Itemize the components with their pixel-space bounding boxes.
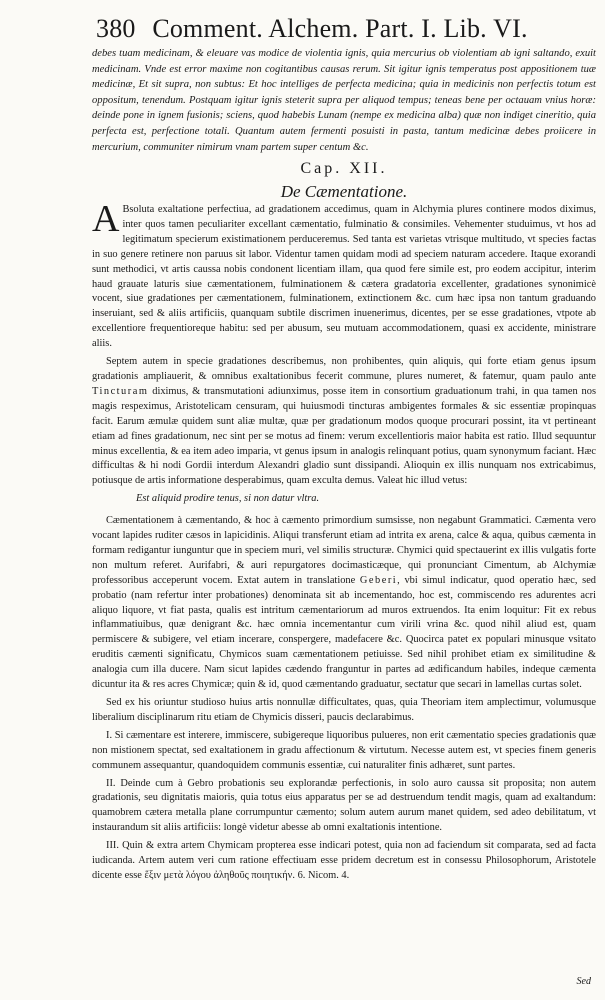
small-caps-term: Tincturam	[92, 385, 149, 397]
page-number: 380	[96, 14, 136, 43]
paragraph-3: Cæmentationem à cæmentando, & hoc à cæmento primordium sumsisse, non negabunt Grammatici. Cæmenta vero vocant lapides ruditer cæsos in lapicidinis. Aliqui transferunt etiam ad intrita ex arena, calce & aqua, quibus cæmenta in formam redigantur iunguntur que in speciem muri, vel similis structuræ. Chymici quid spectauerint ex illis vulgatis forte non multum referet. Aurifabri, & auri repurgatores docimasticæque, qui pronunciant Cimentum, ab Alchymiæ professoribus acceperunt vocem. Extat autem in translatione Geberi, vbi simul indicatur, quod operatio hæc, sed probatio (nam refertur inter probationes) denominata sit ab incementando, hoc est, commiscendo res adurentes acri aliquo liquore, vt fiat pasta, qualis est intritum cæmentariorum ad muros extruendos. Ita enim loquitur: Fit ex rebus inflammatiuibus, quæ denigrant &c. hæc omnia incementantur cum virili vrina &c. quod nihil aliud est, quam permiscere & subigere, vel etiam incerare, conspergere, madefacere &c. Quocirca patet ex populari minusque vsitato eruditis cæmenti significatu, Chymicos suam cæmentationem petiuisse. Sed nihil prohibet etiam ex similitudine & analogia cum illa ducere. Nam sicut lapides cædendo franguntur in partes ad ædificandum habiles, indeque cæmenta dicuntur ita & res acres Chymicæ; quin & id, quod cæmentando graduatur, sectatur que secari in lamellas curtas solet.	[92, 515, 597, 691]
paragraph-6: II. Deinde cum à Gebro probationis seu explorandæ perfectionis, in solo auro caussa sit proposita; non autem gradationis, seu dignitatis maioris, quia totus eius apparatus per se ad destruendum tendit magis, quam ad exaltandum: quamobrem cætera metalla plane corrumpuntur cæmento; solum autem aurum manet quidem, sed adeo debilitatum, vt instaurandum sit aliis artificiis: longè videtur abesse ab omni exaltationis intentione.	[92, 777, 596, 834]
paragraph-2: Septem autem in specie gradationes describemus, non prohibentes, quin aliquis, qui forte etiam genus ipsum gradationis ampliauerit, & omnibus exaltationibus fecerit commune, plures numeret, & fatemur, quam paulo ante Tincturam diximus, & transmutationi adiunximus, posse item in consortium graduationum trahi, in qua tamen nos magis respeximus, Aristotelicam censuram, qui huiusmodi tincturas ambigentes formales & sic essentiæ propinquas facit. Earum æmulæ quidem sunt aliæ multæ, quæ per gradationum modos quoque procurari possint, ita vt pertineant etiam ad fines gradationum, nec sint per se motus ad finem: verum excellentioris maior habita est ratio. Illud sequuntur minus excellentia, & ea item adeo imparia, vt genus ipsum in analogis relinquant potius, quam synonymum faciant. Hæc difficultas & hi nodi Gordii interdum Alexandri gladio sunt dissipandi. Alioquin ex illis nunquam nos extricabimus, potiusque de artis informatione desperabimus, quam exculta demus. Valeat hic illud vetus:	[92, 356, 596, 487]
running-title: Comment. Alchem. Part. I. Lib. VI.	[152, 14, 528, 43]
chapter-title: De Cæmentatione.	[280, 182, 408, 201]
paragraph-4: Sed ex his oriuntur studioso huius artis nonnullæ difficultates, quas, quia Theoriam item amplectimur, volumusque liberalium disciplinarum ritu etiam de Chymicis disseri, paucis declarabimus.	[92, 697, 596, 723]
drop-cap: A	[92, 198, 120, 240]
verse-quote: Est aliquid prodire tenus, si non datur vltra.	[136, 493, 320, 505]
paragraph-7: III. Quin & extra artem Chymicam propterea esse indicari potest, quia non ad faciendum sit comparata, sed ad facta iudicanda. Artem autem veri cum ratione effectiuam esse pridem decretum est in consessu Philosophorum, Aristotele dicente esse ἕξιν μετὰ λόγου ἀληθοῦς ποιητικήν. 6. Nicom. 4.	[92, 840, 596, 881]
chapter-body	[92, 198, 597, 887]
small-caps-name: Geberi	[359, 574, 398, 586]
chapter-number: Cap. XII.	[300, 160, 388, 177]
catchword: Sed	[576, 976, 591, 987]
intro-paragraph: debes tuam medicinam, & eleuare vas modice de violentia ignis, quia mercurius ob violentiam ab igni saltando, exuit medicinam. Vnde est error maxime non cogitantibus causas rerum. Sit igitur ignis temperatus post appositionem tuæ medicinæ, Et sit supra, non subtus: Et hoc intelliges de perfecta medicina; quia in medicinis non perfectis totum est oppositum, tenendum. Postquam igitur ignis steterit supra per aliquod tempus; teneas bene per octauam vnius horæ: deinde pone in ignem fusionis; sciens, quod habebis Lunam (nempe ex medicina alba) quæ non indiget cineritio, quia perfecta est, perfectione totali. Quantum autem fermenti posuisti in pasta, tantum medicinæ debes proiicere in mercurium, communiter nimirum vnam partem super centum &c.	[92, 48, 596, 153]
running-header	[96, 14, 601, 44]
paragraph-1: A Bsoluta exaltatione perfectiua, ad gradationem accedimus, quam in Alchymia plures continere modos diximus, inter quos tamen peculiariter excellant cæmentatio, fulminatio & consimiles. Vehementer studuimus, vt hos ad legitimatum specierum existimationem perduceremus. Sed tanta est varietas vtrisque multitudo, vt species factas in suo genere retinere non paruus sit labor. Videntur tamen quidam modi ad speciem naturam accedere. Itaque exorandi sunt methodici, vt artis caussa nobis condonent licentiam illam, qua quod fere simile est, pro eodem accipitur, interim haud grauate laturis siue cæmentationem, fulminationem & cætera gradatoria excellenter, gradationes synonimicè vocent, siue gradationes per cæmentationem, fulminationem, extinctionem &c. cum hæc ipsa non tantum graduando inseruiant, sed & aliis artificiis, quanquam subtile discrimen inuenerimus, dicentes, per se esse gradationes, vtpote ab excellentiore frequentioreque habitu: sed per abusum, seu mutuam accommodationem, quasi ex accidente, ministrare aliis.	[92, 198, 596, 350]
paragraph-5: I. Si cæmentare est interere, immiscere, subigereque liquoribus pulueres, non erit cæmentatio species gradationis quæ non mistionem spectat, sed exaltationem in gradu affectionum & virtutum. Necesse autem est, vt species finem generis communem assequantur, quandoquidem communis essentiæ, cui naturaliter finis adhæret, sunt partes.	[92, 729, 596, 771]
